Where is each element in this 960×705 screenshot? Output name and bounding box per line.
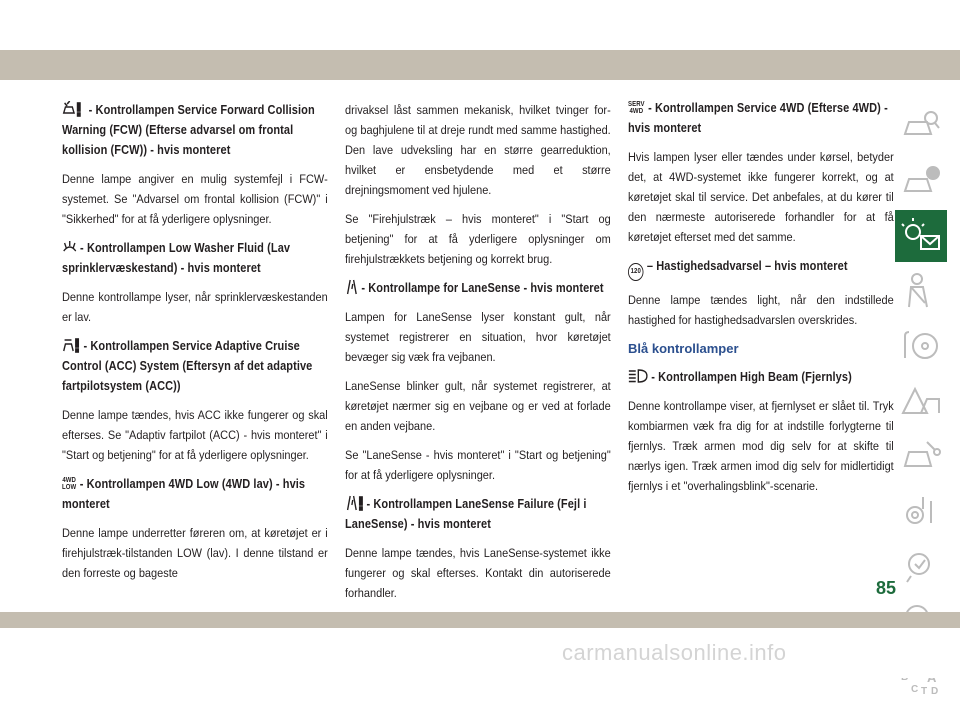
tab-warning-lights[interactable]: [895, 210, 947, 262]
lanesense-failure-icon: [345, 495, 364, 511]
speed-warning-title: – Hastighedsadvarsel – hvis monteret: [646, 258, 848, 273]
fcw-heading: [62, 100, 327, 160]
tab-starting-operating[interactable]: [895, 320, 947, 372]
service-4wd-icon: SERV 4WD: [628, 101, 645, 115]
svg-text:D: D: [931, 686, 939, 696]
speed-warning-body: Denne lampe tændes light, når den indstillede hastighed for hastighedsadvarslen overskrides.: [628, 293, 894, 327]
blue-lights-heading: Blå kontrollamper: [628, 341, 739, 356]
service-4wd-body: Hvis lampen lyser eller tændes under kørsel, betyder det, at 4WD-systemet ikke fungerer korrekt, og at køretøjet skal til service. Det anbefales, at du kører til den nærmeste autoriserede forhandler for at få køretøjet efterset med det samme.: [628, 150, 894, 244]
customer-assistance-icon: [901, 548, 941, 584]
speed-warning-heading: [628, 256, 893, 281]
lanesense-title: - Kontrollampe for LaneSense - hvis monteret: [361, 280, 604, 295]
tab-emergency[interactable]: [895, 375, 947, 427]
4wd-reference: Se "Firehjulstræk – hvis monteret" i "Start og betjening" for at få yderligere oplysninger om firehjulstrækkets betjening og korrekt brug.: [345, 212, 611, 266]
tab-getting-to-know-vehicle[interactable]: [895, 100, 947, 152]
tab-multimedia[interactable]: [895, 540, 947, 592]
high-beam-body: Denne kontrollampe viser, at fjernlyset er slået til. Tryk kombiarmen væk fra dig for at indstille forlygterne til fjernlys. Træk armen mod dig selv for at skifte til nærlys igen. Træk armen imod dig selv for midlertidigt fjernlys i et "overhalingsblink"-scenarie.: [628, 399, 894, 493]
tab-technical-specifications[interactable]: [895, 485, 947, 537]
service-4wd-heading: [628, 98, 893, 138]
tab-safety[interactable]: [895, 265, 947, 317]
4wd-low-title: - Kontrollampen 4WD Low (4WD lav) - hvis monteret: [62, 476, 306, 511]
svg-text:C: C: [911, 684, 919, 695]
lanesense-reference: Se "LaneSense - hvis monteret" i "Start og betjening" for at få yderligere oplysninger.: [345, 448, 611, 482]
footer-bar: [0, 612, 960, 628]
column-1: [62, 100, 328, 592]
4wd-low-icon: 4WD LOW: [62, 477, 77, 491]
car-info-icon: [901, 163, 941, 199]
speed-120-icon: 120: [628, 263, 643, 281]
car-magnifier-icon: [901, 108, 941, 144]
washer-heading: [62, 238, 327, 278]
fcw-car-warning-icon: [62, 101, 86, 117]
acc-body: Denne lampe tændes, hvis ACC ikke fungerer og skal efterses. Se "Adaptiv fartpilot (ACC) - hvis monteret" i "Start og betjening" for at få yderligere oplysninger.: [62, 408, 328, 462]
watermark: carmanualsonline.info: [562, 640, 787, 665]
specifications-gear-icon: [901, 493, 941, 529]
lanesense-failure-title: - Kontrollampen LaneSense Failure (Fejl i LaneSense) - hvis monteret: [345, 496, 587, 531]
4wd-low-heading: [62, 474, 327, 514]
lanesense-failure-heading: [345, 494, 610, 534]
lanesense-body: Lampen for LaneSense lyser konstant gult, når systemet registrerer en situation, hvor køretøjet bevæger sig væk fra vejbanen.: [345, 310, 611, 364]
high-beam-title: - Kontrollampen High Beam (Fjernlys): [651, 369, 852, 384]
washer-fluid-icon: [62, 239, 77, 255]
acc-heading: [62, 336, 327, 396]
washer-body: Denne kontrollampe lyser, når sprinklervæskestanden er lav.: [62, 290, 328, 324]
service-4wd-title: - Kontrollampen Service 4WD (Efterse 4WD) - hvis monteret: [628, 100, 888, 135]
acc-service-icon: [62, 337, 81, 353]
column-3: [628, 98, 894, 505]
steering-wheel-key-icon: [901, 328, 941, 364]
tab-getting-to-know-panel[interactable]: [895, 155, 947, 207]
lanesense-icon: [345, 279, 359, 295]
tab-service-maintenance[interactable]: [895, 430, 947, 482]
roadside-warning-icon: [901, 383, 941, 419]
header-bar: [0, 50, 960, 80]
high-beam-heading: [628, 367, 893, 387]
fcw-title: - Kontrollampen Service Forward Collision Warning (FCW) (Efterse advarsel om frontal kollision (FCW)) - hvis monteret: [62, 102, 315, 157]
page-number: 85: [875, 578, 896, 598]
high-beam-icon: [628, 368, 649, 384]
warning-lights-icon: [901, 218, 941, 254]
4wd-low-body: Denne lampe underretter føreren om, at køretøjet er i firehjulstræk-tilstanden LOW (lav). I denne tilstand er den forreste og bageste: [62, 526, 328, 580]
lanesense-body-2: LaneSense blinker gult, når systemet registrerer, at køretøjet nærmer sig en vejbane og er ved at forlade en anden vejbane.: [345, 379, 611, 433]
fcw-body: Denne lampe angiver en mulig systemfejl i FCW-systemet. Se "Advarsel om frontal kollision (FCW)" i "Sikkerhed" for at få yderligere oplysninger.: [62, 172, 328, 226]
top-margin: [0, 0, 960, 50]
svg-text:T: T: [921, 686, 928, 696]
bottom-margin: [0, 628, 960, 678]
seatbelt-person-icon: [901, 273, 941, 309]
column-2: [345, 100, 611, 612]
lanesense-heading: [345, 278, 610, 298]
acc-title: - Kontrollampen Service Adaptive Cruise Control (ACC) System (Eftersyn af det adaptive fartpilotsystem (ACC)): [62, 338, 313, 393]
washer-title: - Kontrollampen Low Washer Fluid (Lav sprinklervæskestand) - hvis monteret: [62, 240, 291, 275]
lanesense-failure-body: Denne lampe tændes, hvis LaneSense-systemet ikke fungerer og skal efterses. Kontakt din autoriserede forhandler.: [345, 546, 611, 600]
4wd-continued-body: drivaksel låst sammen mekanisk, hvilket tvinger for- og baghjulene til at dreje rundt med samme hastighed. Den lave udveksling har en større gearreduktion, hvilket er ensbetydende med et større drejningsmoment ved hjulene.: [345, 103, 611, 197]
car-wrench-icon: [901, 438, 941, 474]
